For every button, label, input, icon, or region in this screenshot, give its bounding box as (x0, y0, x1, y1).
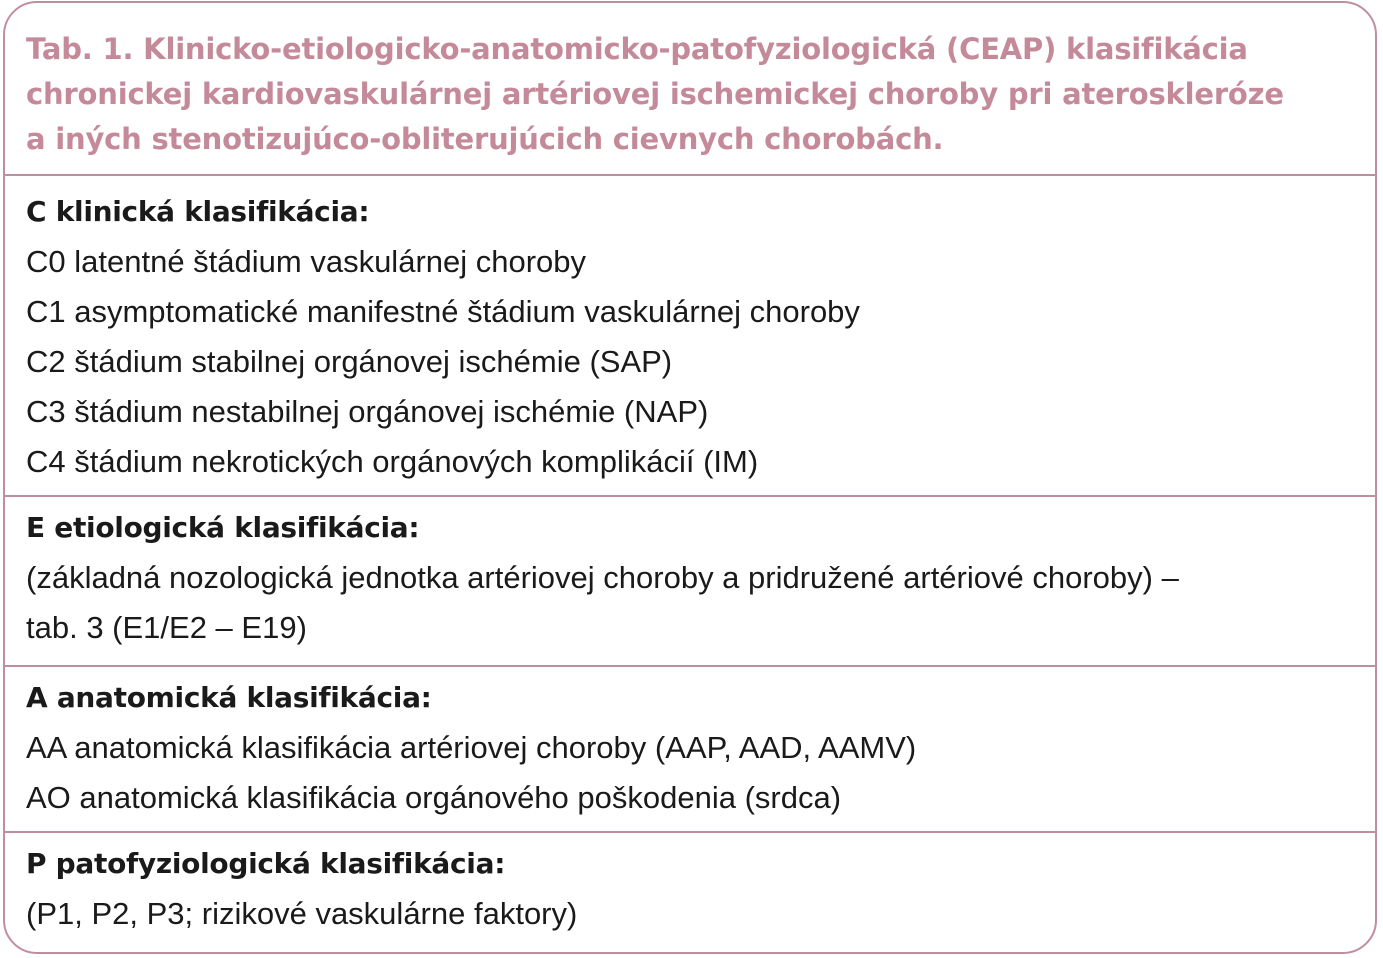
list-item: (P1, P2, P3; rizikové vaskulárne faktory) (26, 896, 578, 931)
section-divider (5, 665, 1375, 667)
list-item: C0 latentné štádium vaskulárnej choroby (26, 244, 587, 279)
list-item: C4 štádium nekrotických orgánových komplikácií (IM) (26, 444, 759, 479)
section-divider (5, 495, 1375, 497)
table-caption (26, 27, 1356, 162)
list-item: (základná nozologická jednotka artériovej choroby a pridružené artériové choroby) – (26, 560, 1179, 595)
section-heading-anatomical: A anatomická klasifikácia: (26, 681, 432, 714)
list-item: AO anatomická klasifikácia orgánového poškodenia (srdca) (26, 780, 842, 815)
section-pathophysiological (26, 839, 1356, 939)
caption-line: chronickej kardiovaskulárnej artériovej ischemickej choroby pri ateroskleróze (26, 77, 1284, 111)
section-divider (5, 174, 1375, 176)
section-heading-etiological: E etiologická klasifikácia: (26, 511, 420, 544)
caption-line: a iných stenotizujúco-obliterujúcich cievnych chorobách. (26, 122, 944, 156)
caption-line: Tab. 1. Klinicko-etiologicko-anatomicko-patofyziologická (CEAP) klasifikácia (26, 32, 1248, 66)
section-divider (5, 831, 1375, 833)
ceap-classification-table (3, 1, 1377, 954)
list-item: C1 asymptomatické manifestné štádium vaskulárnej choroby (26, 294, 860, 329)
list-item: C3 štádium nestabilnej orgánovej ischémie (NAP) (26, 394, 709, 429)
list-item: AA anatomická klasifikácia artériovej choroby (AAP, AAD, AAMV) (26, 730, 917, 765)
section-etiological (26, 503, 1356, 653)
list-item: C2 štádium stabilnej orgánovej ischémie (SAP) (26, 344, 673, 379)
list-item: tab. 3 (E1/E2 – E19) (26, 610, 307, 645)
section-anatomical (26, 673, 1356, 823)
section-clinical (26, 187, 1356, 487)
section-heading-pathophysiological: P patofyziologická klasifikácia: (26, 847, 506, 880)
section-heading-clinical: C klinická klasifikácia: (26, 195, 370, 228)
